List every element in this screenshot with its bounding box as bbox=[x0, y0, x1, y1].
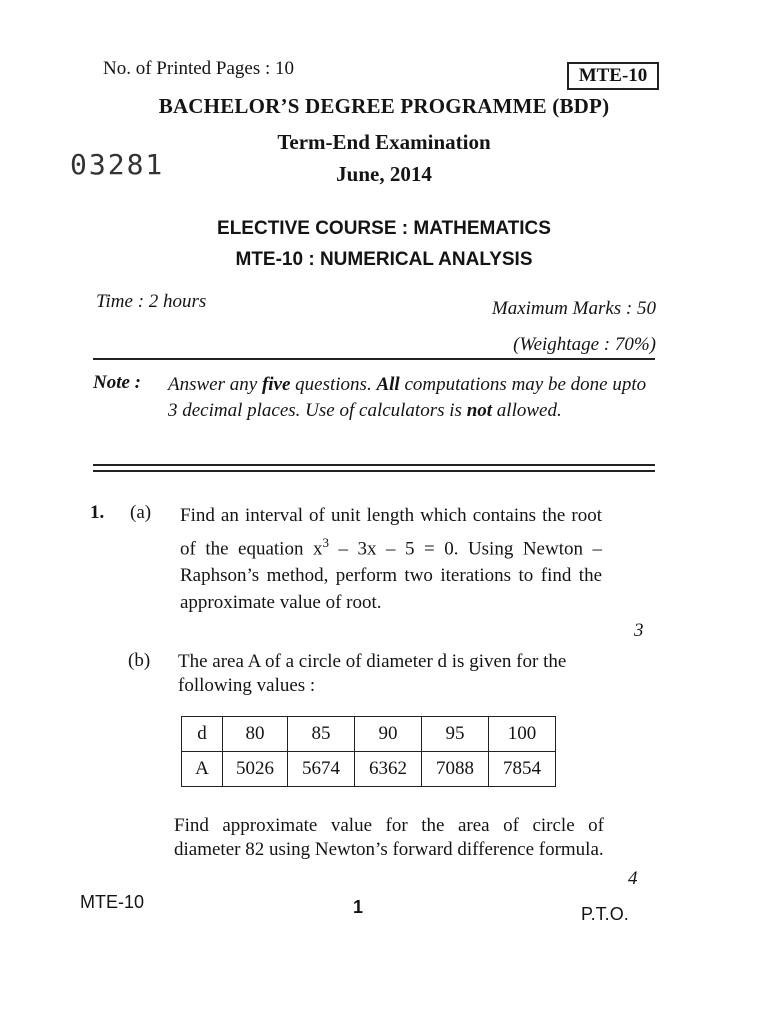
part-a-text: Find an interval of unit length which contains the root of the equation $x^3 - 3x - 5 = 0$. Using Newton – Raphson’s method, perform two iterations to find the approximate value of root. bbox=[180, 505, 602, 614]
table-cell: A bbox=[182, 752, 223, 787]
part-a-marks: 3 bbox=[634, 620, 644, 641]
serial-number-stamp: 03281 bbox=[70, 148, 165, 181]
part-b-marks: 4 bbox=[628, 868, 638, 889]
table-cell: 5026 bbox=[223, 752, 288, 787]
data-table bbox=[181, 716, 556, 787]
table-cell: 85 bbox=[288, 717, 355, 752]
table-cell: d bbox=[182, 717, 223, 752]
time-allowed: Time : 2 hours bbox=[96, 291, 207, 312]
weightage: (Weightage : 70%) bbox=[513, 334, 656, 355]
table-row bbox=[182, 752, 556, 787]
note-divider-bottom bbox=[93, 470, 655, 472]
note-text: Answer any five questions. All computations may be done upto 3 decimal places. Use of calculators is not allowed. bbox=[168, 374, 647, 421]
header-divider bbox=[93, 358, 655, 360]
paper-code-box: MTE-10 bbox=[567, 62, 659, 90]
programme-title: BACHELOR’S DEGREE PROGRAMME (BDP) bbox=[158, 94, 610, 118]
table-cell: 5674 bbox=[288, 752, 355, 787]
footer-code: MTE-10 bbox=[80, 892, 145, 912]
part-b-question: Find approximate value for the area of circle of diameter 82 using Newton’s forward difference formula. bbox=[174, 815, 604, 860]
maximum-marks: Maximum Marks : 50 bbox=[491, 298, 656, 319]
exam-date: June, 2014 bbox=[336, 162, 432, 186]
table-cell: 100 bbox=[489, 717, 556, 752]
note-divider-top bbox=[93, 464, 655, 466]
part-a-label: (a) bbox=[130, 502, 152, 523]
table-cell: 80 bbox=[223, 717, 288, 752]
question-number: 1. bbox=[90, 502, 105, 523]
table-cell: 7854 bbox=[489, 752, 556, 787]
exam-title: Term-End Examination bbox=[277, 130, 491, 154]
page-number: 1 bbox=[353, 897, 364, 917]
table-cell: 95 bbox=[422, 717, 489, 752]
subject-title: MTE-10 : NUMERICAL ANALYSIS bbox=[235, 249, 533, 270]
table-cell: 6362 bbox=[355, 752, 422, 787]
printed-pages: No. of Printed Pages : 10 bbox=[103, 58, 295, 79]
part-b-intro: The area A of a circle of diameter d is given for the following values : bbox=[178, 651, 567, 696]
course-title: ELECTIVE COURSE : MATHEMATICS bbox=[217, 218, 551, 239]
part-b-label: (b) bbox=[128, 650, 151, 671]
table-cell: 90 bbox=[355, 717, 422, 752]
table-row bbox=[182, 717, 556, 752]
note-label: Note : bbox=[93, 372, 142, 393]
table-cell: 7088 bbox=[422, 752, 489, 787]
pto-label: P.T.O. bbox=[581, 904, 629, 924]
